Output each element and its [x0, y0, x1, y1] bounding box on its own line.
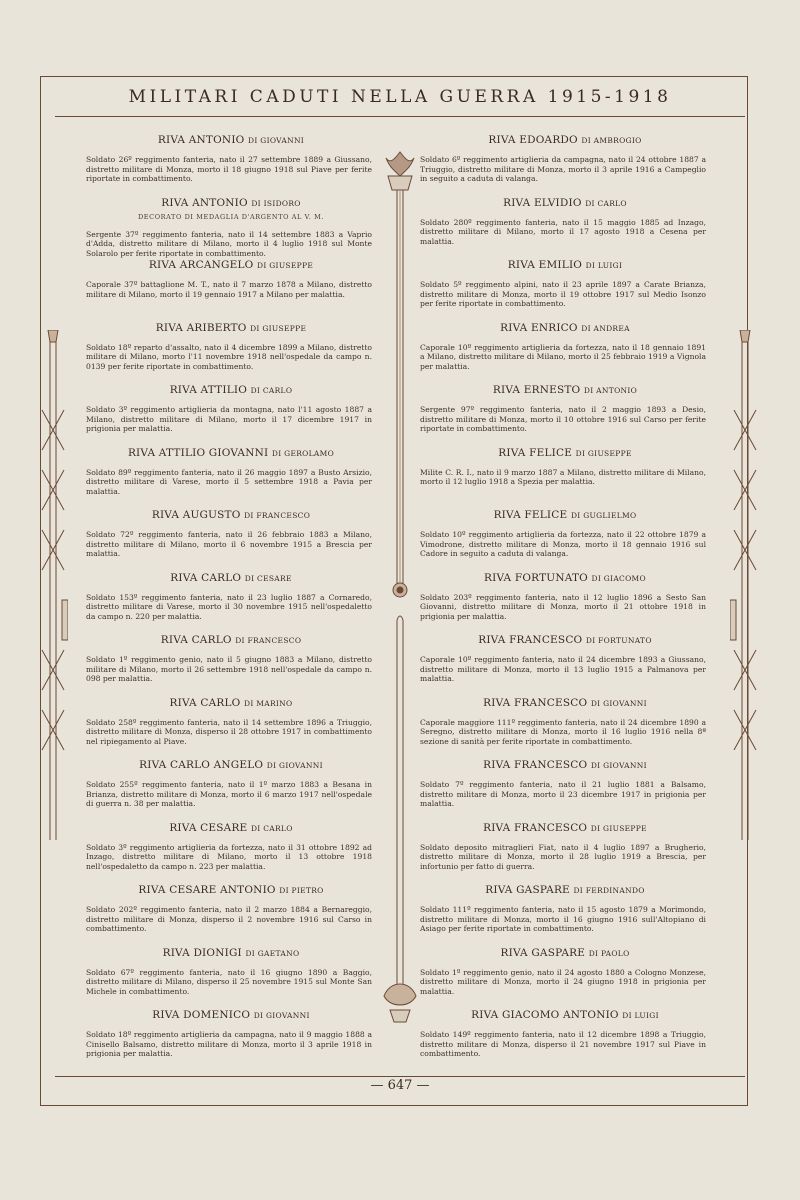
entry-text: Caporale maggiore 111º reggimento fanteria, nato il 24 dicembre 1890 a Seregno, distretto militare di Monza, morto il 16 luglio 1916 nella 8ª sezione di sanità per ferite riportate in combattimento. [420, 717, 706, 746]
entry-name [420, 759, 710, 771]
entry-surname: RIVA CARLO [160, 634, 232, 646]
entry-surname: RIVA ATTILIO [169, 384, 248, 396]
entry-surname: RIVA CARLO [170, 571, 242, 584]
entry [420, 197, 710, 247]
entry-text: Milite C. R. I., nato il 9 marzo 1887 a Milano, distretto militare di Milano, morto il 12 luglio 1918 a Spezia per malattia. [420, 467, 706, 487]
entry-surname: RIVA CARLO [169, 696, 241, 709]
entry-parent: DI GIUSEPPE [250, 323, 307, 333]
entry-surname: RIVA CESARE [169, 821, 248, 834]
entry-parent: DI FORTUNATO [585, 636, 652, 645]
entry-surname: RIVA GIACOMO ANTONIO [471, 1009, 619, 1021]
entry-name [86, 697, 376, 709]
entry-parent: DI CARLO [250, 386, 293, 395]
entry-surname: RIVA EMILIO [507, 259, 583, 271]
entry [420, 572, 710, 622]
entry [420, 759, 710, 809]
entry [86, 509, 376, 559]
entry-text: Soldato 7º reggimento fanteria, nato il 21 luglio 1881 a Balsamo, distretto militare di Monza, morto il 23 dicembre 1917 in prigionia per malattia. [420, 780, 706, 809]
entry-name [420, 509, 710, 521]
entry [86, 1009, 376, 1059]
entry-name [420, 822, 710, 834]
entry-text: Soldato 202º reggimento fanteria, nato il 2 marzo 1884 a Bernareggio, distretto militare di Monza, disperso il 2 novembre 1916 sul Carso in combattimento. [86, 905, 372, 934]
entry-surname: RIVA FRANCESCO [483, 696, 588, 709]
entry [420, 884, 710, 934]
entry-parent: DI ISIDORO [251, 198, 301, 208]
entry-text: Caporale 37º battaglione M. T., nato il 7 marzo 1878 a Milano, distretto militare di Milano, morto il 19 gennaio 1917 a Milano per malattia. [86, 280, 372, 299]
entry-text: Soldato 67º reggimento fanteria, nato il 16 giugno 1890 a Baggio, distretto militare di Milano, disperso il 25 novembre 1915 sul Monte San Michele in combattimento. [86, 967, 372, 996]
entry-parent: DI GIOVANNI [590, 698, 647, 708]
entry-name [86, 634, 376, 646]
entry-text: Soldato 89º reggimento fanteria, nato il 26 maggio 1897 a Busto Arsizio, distretto militare di Varese, morto il 5 settembre 1918 a Pavia per malattia. [86, 467, 372, 496]
entry [420, 322, 710, 372]
entry-surname: RIVA ENRICO [500, 321, 578, 334]
entry-text: Soldato 280º reggimento fanteria, nato il 15 maggio 1885 ad Inzago, distretto militare di Milano, morto il 17 agosto 1918 a Cesena per malattia. [420, 217, 706, 246]
entry [86, 384, 376, 434]
entry-text: Soldato 5º reggimento alpini, nato il 23 aprile 1897 a Carate Brianza, distretto militare di Monza, morto il 19 ottobre 1917 sul Medio Isonzo per ferite riportate in combattimento. [420, 280, 706, 309]
entry-text: Soldato 111º reggimento fanteria, nato il 15 agosto 1879 a Morimondo, distretto militare di Monza, morto il 16 giugno 1916 sull'Altopiano di Asiago per ferite riportate in combattimento. [420, 905, 706, 934]
entry-parent: DI GIACOMO [591, 573, 646, 583]
torch-ornament-icon [380, 150, 420, 1030]
entry-text: Soldato 3º reggimento artiglieria da montagna, nato l'11 agosto 1887 a Milano, distretto militare di Milano, morto il 17 dicembre 1917 in prigionia per malattia. [86, 405, 372, 434]
entry-parent: DI GEROLAMO [271, 448, 335, 458]
entry-name [420, 947, 710, 959]
entry-name [420, 1009, 710, 1021]
entry [86, 634, 376, 684]
entry [86, 947, 376, 997]
entry [86, 884, 376, 934]
entry-surname: RIVA ELVIDIO [503, 196, 582, 209]
entry-surname: RIVA FELICE [493, 509, 568, 521]
entry [420, 634, 710, 684]
entry-name [86, 1009, 376, 1021]
entry-surname: RIVA FORTUNATO [484, 571, 588, 584]
entry-surname: RIVA ANTONIO [157, 134, 245, 146]
entry-surname: RIVA CESARE ANTONIO [138, 884, 276, 896]
entry-name [420, 884, 710, 896]
entry-name [86, 447, 376, 459]
entry [420, 822, 710, 872]
entry [420, 1009, 710, 1059]
entry-parent: DI GIOVANNI [248, 136, 305, 145]
entry-text: Soldato 26º reggimento fanteria, nato il 27 settembre 1889 a Giussano, distretto militare di Monza, morto il 18 giugno 1918 sul Piave per ferite riportate in combattimento. [86, 155, 372, 184]
entry-surname: RIVA GASPARE [485, 884, 570, 896]
entry-parent: DI FRANCESCO [235, 636, 302, 645]
entry-text: Soldato 3º reggimento artiglieria da fortezza, nato il 31 ottobre 1892 ad Inzago, distretto militare di Milano, morto il 13 ottobre 1918 nell'ospedaletto da campo n. 223 per malattia. [86, 842, 372, 871]
entry [86, 134, 376, 184]
entry-text: Sergente 37º reggimento fanteria, nato il 14 settembre 1883 a Vaprio d'Adda, distretto militare di Milano, morto il 4 luglio 1918 sul Monte Solarolo per ferite riportate in combattimento. [86, 229, 372, 258]
entry-name [86, 259, 376, 271]
entry-text: Soldato 18º reggimento artiglieria da campagna, nato il 9 maggio 1888 a Cinisello Balsamo, distretto militare di Monza, morto il 3 aprile 1918 in prigionia per malattia. [86, 1030, 372, 1059]
entry [86, 447, 376, 497]
entry-parent: DI GAETANO [245, 948, 300, 958]
entry-name [86, 947, 376, 959]
entry-name [420, 134, 710, 146]
entry-name [420, 259, 710, 271]
entry [86, 572, 376, 622]
entry-parent: DI MARINO [244, 698, 293, 708]
entry [420, 447, 710, 487]
entry [86, 197, 376, 259]
entry-text: Soldato 149º reggimento fanteria, nato il 12 dicembre 1898 a Triuggio, distretto militare di Monza, disperso il 21 novembre 1917 sul Piave in combattimento. [420, 1030, 706, 1059]
entry-text: Soldato 153º reggimento fanteria, nato il 23 luglio 1887 a Cornaredo, distretto militare di Varese, morto il 30 novembre 1915 nell'ospedaletto da campo n. 220 per malattia. [86, 592, 372, 621]
entry [420, 509, 710, 559]
entry-name [86, 197, 376, 209]
entry-name [86, 572, 376, 584]
entry-parent: DI LUIGI [585, 261, 623, 270]
entry-parent: DI GIOVANNI [590, 761, 647, 770]
fasces-ornament-left-icon [38, 330, 68, 850]
entry-text: Soldato 258º reggimento fanteria, nato il 14 settembre 1896 a Triuggio, distretto militare di Monza, disperso il 28 ottobre 1917 in combattimento nel ripiegamento al Piave. [86, 717, 372, 746]
entry-text: Soldato deposito mitraglieri Fiat, nato il 4 luglio 1897 a Brugherio, distretto militare di Monza, morto il 28 luglio 1919 a Brescia, per infortunio per fatto di guerra. [420, 842, 706, 871]
entry-name [420, 634, 710, 646]
entry-text: Sergente 97º reggimento fanteria, nato il 2 maggio 1893 a Desio, distretto militare di Monza, morto il 10 ottobre 1916 sul Carso per ferite riportate in combattimento. [420, 405, 706, 434]
entry-surname: RIVA FRANCESCO [483, 759, 588, 771]
entry-surname: RIVA ARIBERTO [155, 321, 247, 334]
page-header [55, 78, 745, 117]
entry [420, 134, 710, 184]
entry-parent: DI GUGLIELMO [570, 511, 637, 520]
entry [420, 384, 710, 434]
entry-name [420, 447, 710, 459]
entry-name [86, 322, 376, 334]
entry-text: Soldato 1º reggimento genio, nato il 24 agosto 1880 a Cologno Monzese, distretto militare di Monza, morto il 24 giugno 1918 in prigionia per malattia. [420, 967, 706, 996]
entry-name [86, 134, 376, 146]
entry-name [86, 759, 376, 771]
entry-name [420, 197, 710, 209]
entry-name [420, 322, 710, 334]
entry-parent: DI CARLO [585, 198, 627, 208]
entry [420, 697, 710, 747]
entry-parent: DI CESARE [244, 573, 292, 583]
entry-text: Caporale 10º reggimento fanteria, nato il 24 dicembre 1893 a Giussano, distretto militare di Monza, morto il 13 luglio 1915 a Palmanova per malattia. [420, 655, 706, 684]
fasces-ornament-right-icon [730, 330, 760, 850]
entry-name [86, 884, 376, 896]
entry-parent: DI CARLO [250, 823, 293, 833]
entry-parent: DI GIUSEPPE [575, 448, 632, 458]
entry [86, 697, 376, 747]
entry-parent: DI FERDINANDO [573, 886, 645, 895]
entry-name [420, 384, 710, 396]
entry-text: Soldato 18º reparto d'assalto, nato il 4 dicembre 1899 a Milano, distretto militare di Milano, morto l'11 novembre 1918 nell'ospedale da campo n. 0139 per ferite riportate in combattimento. [86, 342, 372, 371]
entry-parent: DI AMBROGIO [581, 136, 642, 145]
entry [86, 822, 376, 872]
page-number: — 647 — [370, 1078, 430, 1093]
entry-parent: DI ANTONIO [583, 386, 638, 395]
entry-surname: RIVA EDOARDO [488, 134, 578, 146]
entry-surname: RIVA DOMENICO [152, 1009, 251, 1021]
entry-text: Soldato 10º reggimento artiglieria da fortezza, nato il 22 ottobre 1879 a Vimodrone, distretto militare di Monza, morto il 18 gennaio 1916 sul Cadore in seguito a caduta di valanga. [420, 530, 706, 559]
entry-text: Soldato 1º reggimento genio, nato il 5 giugno 1883 a Milano, distretto militare di Milano, morto il 26 settembre 1918 nell'ospedale da campo n. 098 per malattia. [86, 655, 372, 684]
entry-name [86, 509, 376, 521]
entry [86, 259, 376, 299]
entry-surname: RIVA FELICE [498, 446, 573, 459]
entry-parent: DI GIUSEPPE [257, 261, 314, 270]
entry-surname: RIVA DIONIGI [162, 946, 242, 959]
entry-text: Soldato 6º reggimento artiglieria da campagna, nato il 24 ottobre 1887 a Triuggio, distretto militare di Monza, morto il 3 aprile 1916 a Campeglio in seguito a caduta di valanga. [420, 155, 706, 184]
entry-name [86, 822, 376, 834]
entry-parent: DI GIOVANNI [253, 1011, 310, 1020]
entry-decoration-note: DECORATO DI MEDAGLIA D'ARGENTO AL V. M. [137, 212, 325, 221]
entry-parent: DI ANDREA [581, 323, 630, 333]
entry-surname: RIVA ANTONIO [161, 196, 248, 209]
entry [420, 259, 710, 309]
entry-name [420, 572, 710, 584]
entry [86, 759, 376, 809]
entry-name [86, 384, 376, 396]
entry [420, 947, 710, 997]
entry-parent: DI PIETRO [279, 886, 324, 895]
entry-text: Soldato 72º reggimento fanteria, nato il 26 febbraio 1883 a Milano, distretto militare di Milano, morto il 6 novembre 1915 a Brescia per malattia. [86, 530, 372, 559]
entry-surname: RIVA ARCANGELO [148, 259, 254, 271]
entry-surname: RIVA ATTILIO GIOVANNI [127, 446, 269, 459]
entry-parent: DI PAOLO [588, 948, 630, 958]
entry-parent: DI GIUSEPPE [590, 823, 647, 833]
entry-text: Soldato 255º reggimento fanteria, nato il 1º marzo 1883 a Besana in Brianza, distretto militare di Monza, morto il 6 marzo 1917 nell'ospedale di guerra n. 38 per malattia. [86, 780, 372, 809]
entry-surname: RIVA AUGUSTO [151, 509, 241, 521]
footer-rule [55, 1076, 745, 1077]
entry-surname: RIVA FRANCESCO [478, 634, 583, 646]
entry-surname: RIVA ERNESTO [492, 384, 581, 396]
entry-surname: RIVA GASPARE [500, 946, 586, 959]
entry-parent: DI LUIGI [622, 1011, 659, 1020]
entry-text: Soldato 203º reggimento fanteria, nato il 12 luglio 1896 a Sesto San Giovanni, distretto militare di Monza, morto il 21 ottobre 1918 in prigionia per malattia. [420, 592, 706, 621]
entry-surname: RIVA CARLO ANGELO [139, 759, 264, 771]
entry-name [420, 697, 710, 709]
entry-parent: DI FRANCESCO [244, 511, 311, 520]
entry-surname: RIVA FRANCESCO [483, 821, 588, 834]
page-title: MILITARI CADUTI NELLA GUERRA 1915-1918 [128, 87, 672, 107]
entry-parent: DI GIOVANNI [266, 761, 323, 770]
entry-text: Caporale 10º reggimento artiglieria da fortezza, nato il 18 gennaio 1891 a Milano, distretto militare di Milano, morto il 25 febbraio 1919 a Vignola per malattia. [420, 342, 706, 371]
entry [86, 322, 376, 372]
